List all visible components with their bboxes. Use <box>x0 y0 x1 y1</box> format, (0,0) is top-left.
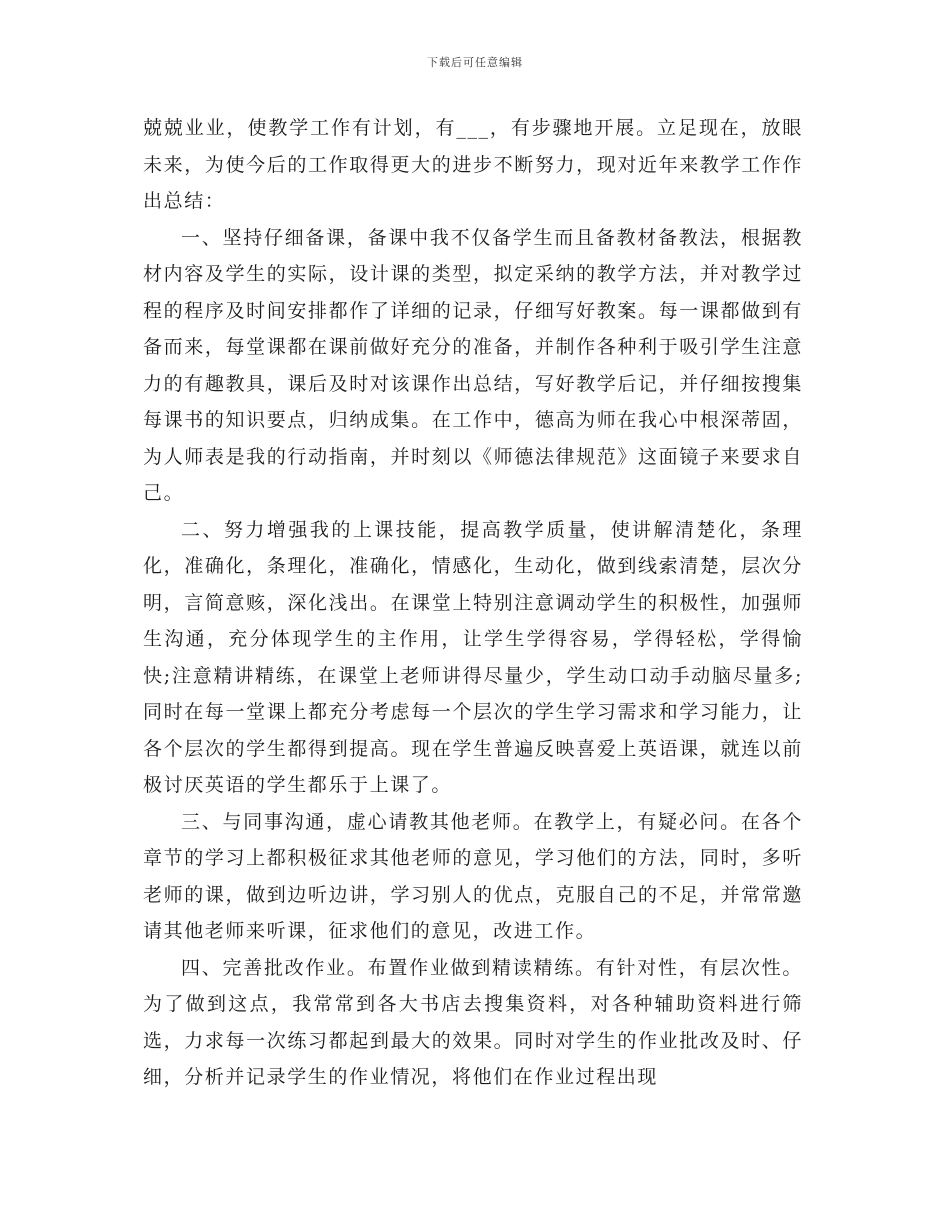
paragraph-section-2: 二、努力增强我的上课技能，提高教学质量，使讲解清楚化，条理化，准确化，条理化，准确化，情感化，生动化，做到线索清楚，层次分明，言简意赅，深化浅出。在课堂上特别注意调动学生的积极性，加强师生沟通，充分体现学生的主作用，让学生学得容易，学得轻松，学得愉快;注意精讲精练，在课堂上老师讲得尽量少，学生动口动手动脑尽量多;同时在每一堂课上都充分考虑每一个层次的学生学习需求和学习能力，让各个层次的学生都得到提高。现在学生普遍反映喜爱上英语课，就连以前极讨厌英语的学生都乐于上课了。 <box>143 518 803 796</box>
paragraph-section-1: 一、坚持仔细备课，备课中我不仅备学生而且备教材备教法，根据教材内容及学生的实际，设计课的类型，拟定采纳的教学方法，并对教学过程的程序及时间安排都作了详细的记录，仔细写好教案。每一课都做到有备而来，每堂课都在课前做好充分的准备，并制作各种利于吸引学生注意力的有趣教具，课后及时对该课作出总结，写好教学后记，并仔细按搜集每课书的知识要点，归纳成集。在工作中，德高为师在我心中根深蒂固，为人师表是我的行动指南，并时刻以《师德法律规范》这面镜子来要求自己。 <box>143 226 803 504</box>
document-body <box>143 110 803 1096</box>
paragraph-intro: 兢兢业业，使教学工作有计划，有___，有步骤地开展。立足现在，放眼未来，为使今后的工作取得更大的进步不断努力，现对近年来教学工作作出总结： <box>143 117 803 212</box>
paragraph-section-3: 三、与同事沟通，虚心请教其他老师。在教学上，有疑必问。在各个章节的学习上都积极征求其他老师的意见，学习他们的方法，同时，多听老师的课，做到边听边讲，学习别人的优点，克服自己的不足，并常常邀请其他老师来听课，征求他们的意见，改进工作。 <box>143 810 803 942</box>
page-header: 下载后可任意编辑 <box>427 56 523 69</box>
paragraph-section-4: 四、完善批改作业。布置作业做到精读精练。有针对性，有层次性。为了做到这点，我常常到各大书店去搜集资料，对各种辅助资料进行筛选，力求每一次练习都起到最大的效果。同时对学生的作业批改及时、仔细，分析并记录学生的作业情况，将他们在作业过程出现 <box>143 956 803 1088</box>
